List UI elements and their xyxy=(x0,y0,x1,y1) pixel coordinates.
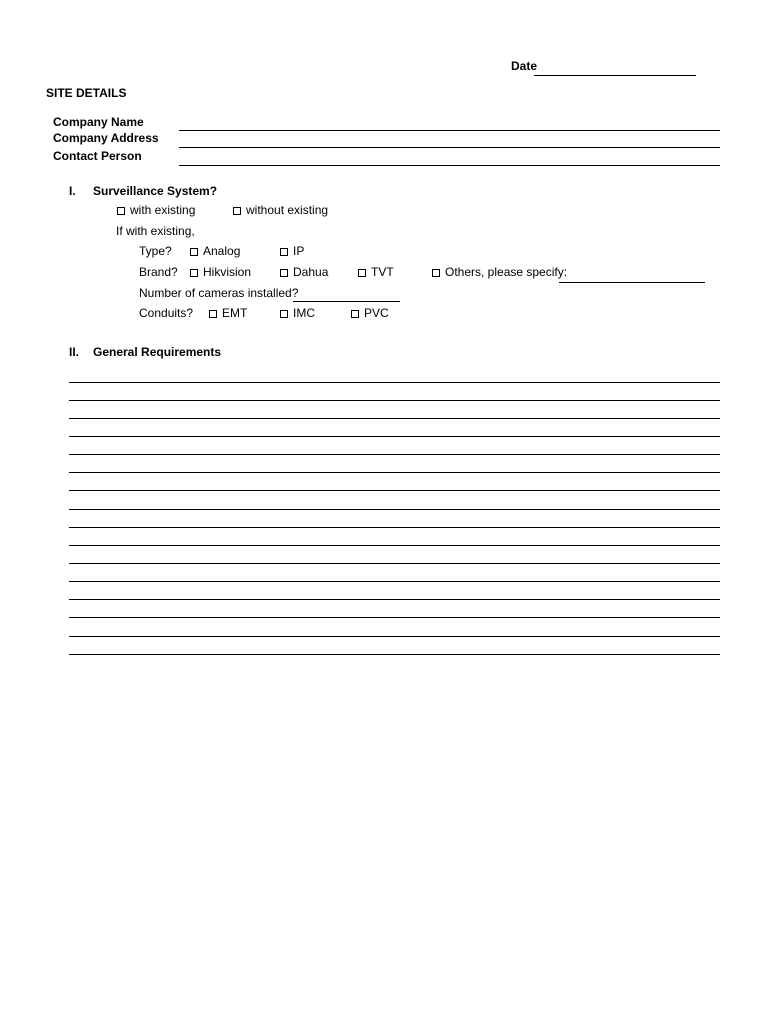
checkbox-icon[interactable] xyxy=(280,269,288,277)
section-1-title: Surveillance System? xyxy=(93,184,218,198)
option-label: Others, please specify: xyxy=(445,265,568,279)
requirements-line[interactable] xyxy=(69,617,720,618)
requirements-line[interactable] xyxy=(69,490,720,491)
conduits-label: Conduits? xyxy=(139,306,194,320)
conduit-option-pvc[interactable] xyxy=(351,306,389,320)
checkbox-icon[interactable] xyxy=(190,269,198,277)
checkbox-icon[interactable] xyxy=(233,207,241,215)
checkbox-icon[interactable] xyxy=(280,248,288,256)
option-label: IP xyxy=(293,244,305,258)
company-address-field[interactable] xyxy=(179,147,720,148)
checkbox-icon[interactable] xyxy=(280,310,288,318)
requirements-line[interactable] xyxy=(69,545,720,546)
contact-person-field[interactable] xyxy=(179,165,720,166)
requirements-line[interactable] xyxy=(69,382,720,383)
requirements-line[interactable] xyxy=(69,436,720,437)
checkbox-icon[interactable] xyxy=(432,269,440,277)
checkbox-icon[interactable] xyxy=(190,248,198,256)
conduit-option-emt[interactable] xyxy=(209,306,247,320)
with-existing-option[interactable] xyxy=(117,203,195,217)
company-name-field[interactable] xyxy=(179,130,720,131)
brand-label: Brand? xyxy=(139,265,178,279)
option-label: PVC xyxy=(364,306,389,320)
brand-option-dahua[interactable] xyxy=(280,265,328,279)
option-label: without existing xyxy=(246,203,329,217)
checkbox-icon[interactable] xyxy=(358,269,366,277)
option-label: IMC xyxy=(293,306,315,320)
option-label: with existing xyxy=(130,203,196,217)
type-option-analog[interactable] xyxy=(190,244,240,258)
requirements-line[interactable] xyxy=(69,599,720,600)
option-label: EMT xyxy=(222,306,248,320)
company-address-label: Company Address xyxy=(53,131,159,145)
type-option-ip[interactable] xyxy=(280,244,304,258)
checkbox-icon[interactable] xyxy=(209,310,217,318)
option-label: Hikvision xyxy=(203,265,252,279)
requirements-line[interactable] xyxy=(69,454,720,455)
option-label: Analog xyxy=(203,244,241,258)
date-field[interactable] xyxy=(534,75,696,76)
if-existing-label: If with existing, xyxy=(116,224,195,238)
contact-person-label: Contact Person xyxy=(53,149,142,163)
checkbox-icon[interactable] xyxy=(351,310,359,318)
section-1-numeral: I. xyxy=(69,184,76,198)
brand-option-tvt[interactable] xyxy=(358,265,394,279)
section-2-numeral: II. xyxy=(69,345,80,359)
requirements-line[interactable] xyxy=(69,400,720,401)
option-label: TVT xyxy=(371,265,394,279)
conduit-option-imc[interactable] xyxy=(280,306,315,320)
requirements-line[interactable] xyxy=(69,527,720,528)
requirements-line[interactable] xyxy=(69,509,720,510)
section-2-title: General Requirements xyxy=(93,345,222,359)
requirements-line[interactable] xyxy=(69,636,720,637)
cameras-label: Number of cameras installed? xyxy=(139,286,299,300)
checkbox-icon[interactable] xyxy=(117,207,125,215)
cameras-field[interactable] xyxy=(293,301,400,302)
date-label: Date xyxy=(511,59,538,73)
requirements-line[interactable] xyxy=(69,654,720,655)
company-name-label: Company Name xyxy=(53,115,144,129)
others-specify-field[interactable] xyxy=(559,282,705,283)
requirements-line[interactable] xyxy=(69,563,720,564)
without-existing-option[interactable] xyxy=(233,203,328,217)
requirements-line[interactable] xyxy=(69,472,720,473)
site-details-heading: SITE DETAILS xyxy=(46,86,127,100)
brand-option-hikvision[interactable] xyxy=(190,265,251,279)
requirements-line[interactable] xyxy=(69,581,720,582)
type-label: Type? xyxy=(139,244,172,258)
requirements-line[interactable] xyxy=(69,418,720,419)
option-label: Dahua xyxy=(293,265,329,279)
brand-option-others[interactable] xyxy=(432,265,567,279)
